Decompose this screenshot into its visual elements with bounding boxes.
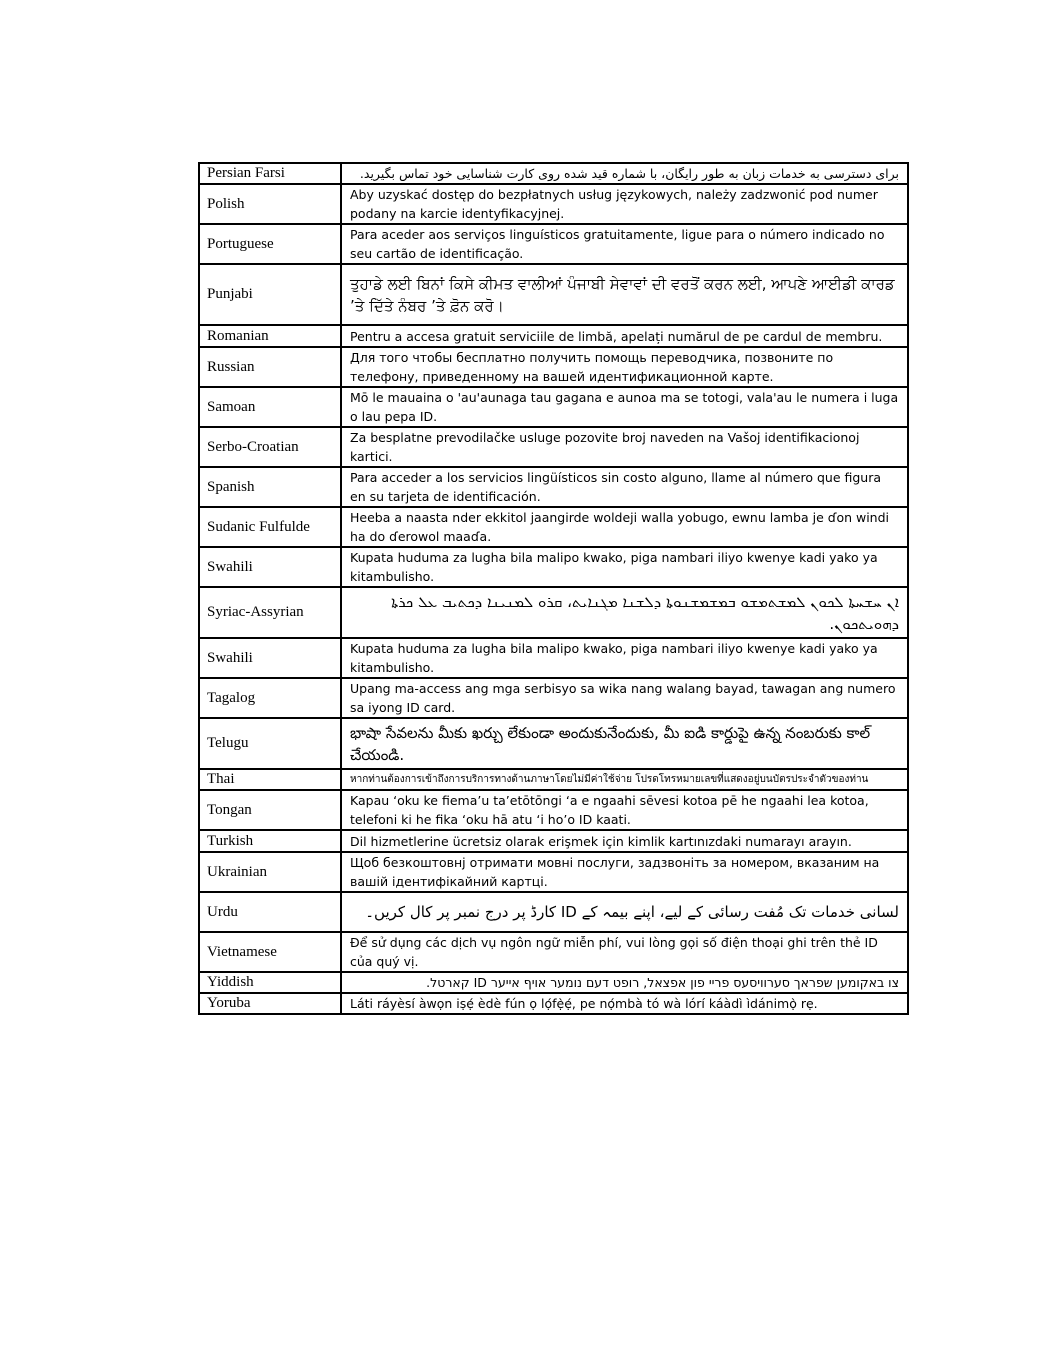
language-name: Persian Farsi <box>199 163 341 184</box>
language-name: Tagalog <box>199 678 341 718</box>
table-row <box>199 264 908 325</box>
table-row <box>199 387 908 427</box>
table-row <box>199 184 908 224</box>
language-notice-text: لسانی خدمات تک مُفت رسائی کے لیے، اپنے بیمہ کے ID کارڈ پر درج نمبر پر کال کریں۔ <box>341 892 908 932</box>
table-row <box>199 547 908 587</box>
language-notice-text: Kupata huduma za lugha bila malipo kwako, piga nambari iliyo kwenye kadi yako ya kitambulisho. <box>341 638 908 678</box>
language-name: Punjabi <box>199 264 341 325</box>
table-row <box>199 163 908 184</box>
language-notice-text: Upang ma-access ang mga serbisyo sa wika nang walang bayad, tawagan ang numero sa iyong ID card. <box>341 678 908 718</box>
language-name: Yoruba <box>199 993 341 1014</box>
language-notice-text: భాషా సేవలను మీకు ఖర్చు లేకుండా అందుకునేందుకు, మీ ఐడి కార్డుపై ఉన్న నంబరుకు కాల్ చేయండి. <box>341 718 908 769</box>
language-notice-text: Aby uzyskać dostęp do bezpłatnych usług językowych, należy zadzwonić pod numer podany na karcie identyfikacyjnej. <box>341 184 908 224</box>
language-name: Spanish <box>199 467 341 507</box>
language-notice-text: Za besplatne prevodilačke usluge pozovite broj naveden na Vašoj identifikacionoj kartici. <box>341 427 908 467</box>
table-row <box>199 993 908 1014</box>
language-name: Swahili <box>199 638 341 678</box>
language-notice-text: หากท่านต้องการเข้าถึงการบริการทางด้านภาษาโดยไม่มีค่าใช้จ่าย โปรดโทรหมายเลขที่แสดงอยู่บนบัตรประจำตัวของท่าน <box>341 769 908 790</box>
language-name: Romanian <box>199 325 341 347</box>
table-row <box>199 830 908 852</box>
table-body <box>199 163 908 1014</box>
table-row <box>199 638 908 678</box>
language-name: Portuguese <box>199 224 341 264</box>
language-name: Tongan <box>199 790 341 830</box>
table-row <box>199 769 908 790</box>
language-name: Vietnamese <box>199 932 341 972</box>
language-notice-text: Щоб безкоштовнј отримати мовні послуги, задзвоніть за номером, вказаним на вашій ідентифікайний картці. <box>341 852 908 892</box>
language-notice-text: Para aceder aos serviços linguísticos gratuitamente, ligue para o número indicado no seu cartão de identificação. <box>341 224 908 264</box>
language-name: Ukrainian <box>199 852 341 892</box>
table-row <box>199 718 908 769</box>
table-row <box>199 467 908 507</box>
language-notice-text: Dil hizmetlerine ücretsiz olarak erişmek için kimlik kartınızdaki numarayı arayın. <box>341 830 908 852</box>
language-notice-text: Pentru a accesa gratuit serviciile de limbă, apelați numărul de pe cardul de membru. <box>341 325 908 347</box>
language-notice-text: Kupata huduma za lugha bila malipo kwako, piga nambari iliyo kwenye kadi yako ya kitambulisho. <box>341 547 908 587</box>
language-notice-text: Láti ráyèsí àwọn iṣẹ́ èdè fún ọ lọ́fẹ̀ẹ́, pe nọ́mbà tó wà lórí káàdì ìdánimọ̀ rẹ. <box>341 993 908 1014</box>
language-notice-text: Kapau ‘oku ke fiema’u ta’etōtōngi ‘a e ngaahi sēvesi kotoa pē he ngaahi lea kotoa, telefoni ki he fika ‘oku hā atu ‘i ho’o ID kaati. <box>341 790 908 830</box>
language-name: Telugu <box>199 718 341 769</box>
language-notice-text: Để sử dụng các dịch vụ ngôn ngữ miễn phí, vui lòng gọi số điện thoại ghi trên thẻ ID của quý vị. <box>341 932 908 972</box>
language-name: Sudanic Fulfulde <box>199 507 341 547</box>
language-name: Swahili <box>199 547 341 587</box>
language-notice-text: Mō le mauaina o 'au'aunaga tau gagana e aunoa ma se totogi, vala'au le numera i luga o lau pepa ID. <box>341 387 908 427</box>
language-notice-text: ܐܢ ܚܫܚܬܐ ܠܟܘܢ ܠܡܫܬܡܫܘ ܒܡܫܡܫܢܘܬܐ ܕܠܫܢܐ ܡܓܢܐܝܬ، ܩܪܘ ܠܡܢܝܢܐ ܕܟܬܝܒ ܥܠ ܟܪܬܐ ܕܗܘܝܬܟܘܢ. <box>341 587 908 638</box>
table-row <box>199 427 908 467</box>
language-services-table <box>198 162 909 1015</box>
language-notice-text: ਤੁਹਾਡੇ ਲਈ ਬਿਨਾਂ ਕਿਸੇ ਕੀਮਤ ਵਾਲੀਆਂ ਪੰਜਾਬੀ ਸੇਵਾਵਾਂ ਦੀ ਵਰਤੋਂ ਕਰਨ ਲਈ, ਆਪਣੇ ਆਈਡੀ ਕਾਰਡ ’ਤੇ ਦਿੱਤੇ ਨੰਬਰ ’ਤੇ ਫ਼ੋਨ ਕਰੋ। <box>341 264 908 325</box>
language-name: Yiddish <box>199 972 341 993</box>
language-name: Russian <box>199 347 341 387</box>
language-notice-text: Heeba a naasta nder ekkitol jaangirde woldeji walla yobugo, ewnu lamba je ɗon windi ha do ɗerowol maaɗa. <box>341 507 908 547</box>
language-notice-text: צו באקומען שפראך סערוויסעס פריי פון אפצאל, רופט דעם נומער אויף אייער ID קארטל. <box>341 972 908 993</box>
language-notice-text: برای دسترسی به خدمات زبان به طور رایگان، با شماره قید شده روی کارت شناسایی خود تماس بگیرید. <box>341 163 908 184</box>
table-row <box>199 224 908 264</box>
language-name: Samoan <box>199 387 341 427</box>
table-row <box>199 587 908 638</box>
language-name: Turkish <box>199 830 341 852</box>
language-name: Syriac-Assyrian <box>199 587 341 638</box>
table-row <box>199 347 908 387</box>
table-row <box>199 325 908 347</box>
table-row <box>199 507 908 547</box>
language-name: Serbo-Croatian <box>199 427 341 467</box>
language-notice-text: Для того чтобы бесплатно получить помощь переводчика, позвоните по телефону, приведенному на вашей идентификационной карте. <box>341 347 908 387</box>
table-row <box>199 790 908 830</box>
language-notice-text: Para acceder a los servicios lingüísticos sin costo alguno, llame al número que figura en su tarjeta de identificación. <box>341 467 908 507</box>
table-row <box>199 852 908 892</box>
table-row <box>199 972 908 993</box>
language-name: Thai <box>199 769 341 790</box>
language-name: Urdu <box>199 892 341 932</box>
table-row <box>199 932 908 972</box>
table-row <box>199 892 908 932</box>
language-name: Polish <box>199 184 341 224</box>
table-row <box>199 678 908 718</box>
